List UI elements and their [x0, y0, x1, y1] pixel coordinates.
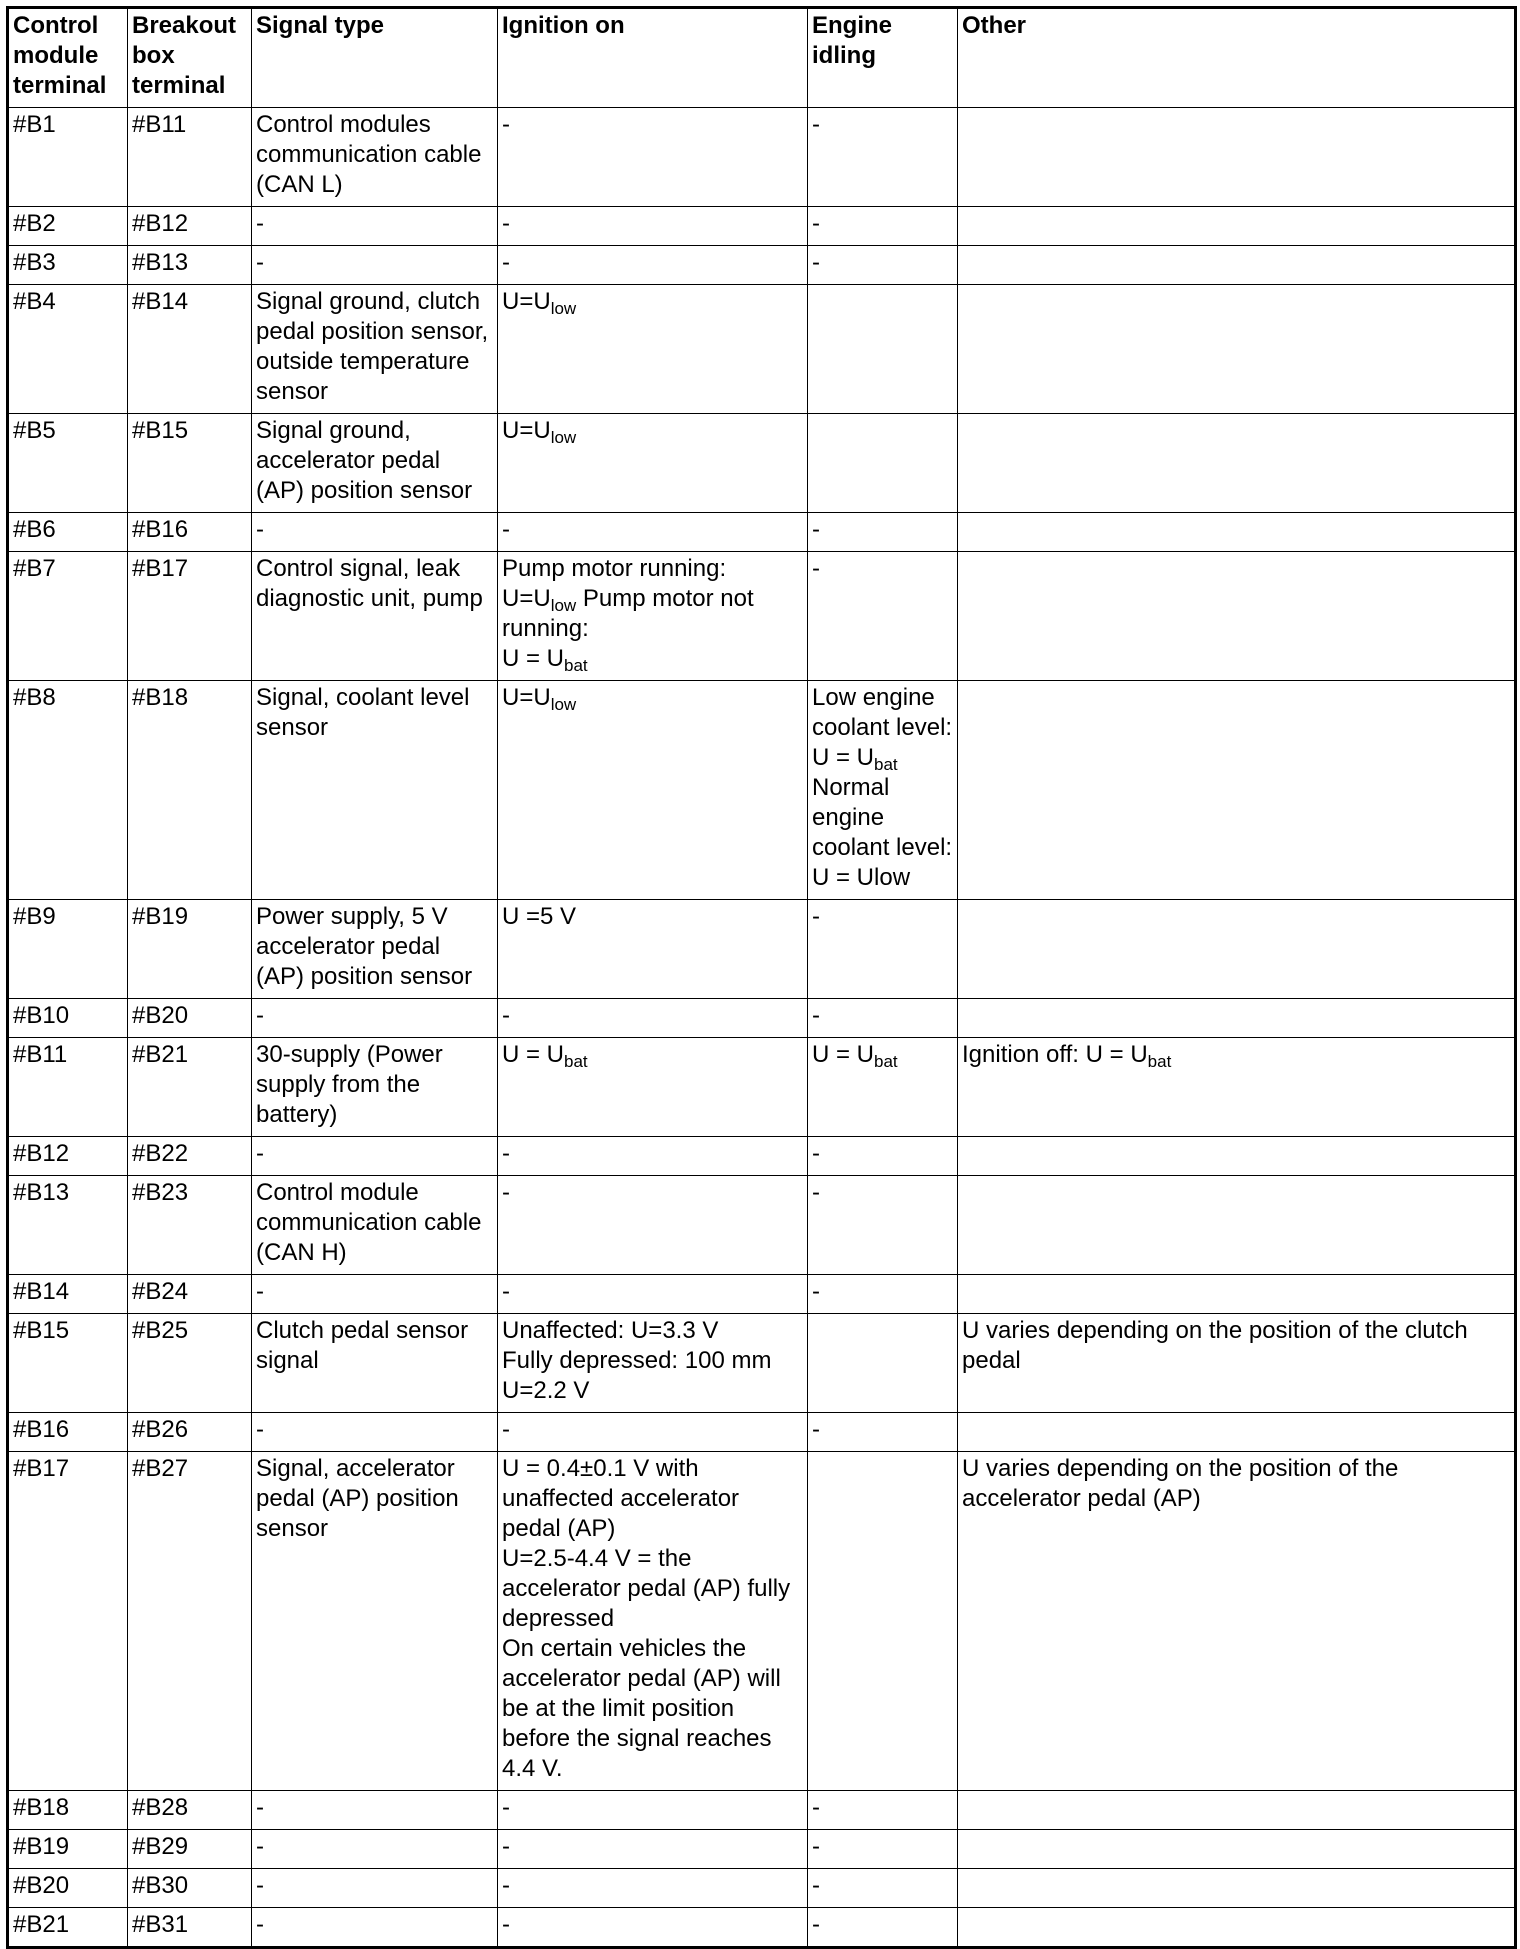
cell-other: U varies depending on the position of the clutch pedal [958, 1314, 1516, 1413]
cell-ignition-on: $U=U_{low}$ [498, 681, 808, 900]
table-row [8, 108, 1516, 207]
table-row [8, 1869, 1516, 1908]
cell-engine-idling: - [808, 513, 958, 552]
cell-control-module-terminal: #B1 [8, 108, 128, 207]
cell-other [958, 1830, 1516, 1869]
table-header-row [8, 8, 1516, 108]
cell-breakout-box-terminal: #B15 [128, 414, 252, 513]
cell-engine-idling: Low engine coolant level: $U = U_{bat}$ Normal engine coolant level: U = Ulow [808, 681, 958, 900]
cell-engine-idling: - [808, 1908, 958, 1948]
cell-signal-type: Control signal, leak diagnostic unit, pump [252, 552, 498, 681]
table-row [8, 1137, 1516, 1176]
cell-signal-type: Control modules communication cable (CAN L) [252, 108, 498, 207]
cell-breakout-box-terminal: #B19 [128, 900, 252, 999]
cell-control-module-terminal: #B20 [8, 1869, 128, 1908]
cell-engine-idling: - [808, 900, 958, 999]
cell-other [958, 1275, 1516, 1314]
header-control-module-terminal: Control module terminal [8, 8, 128, 108]
cell-engine-idling [808, 1314, 958, 1413]
cell-ignition-on: $U=U_{low}$ [498, 285, 808, 414]
cell-ignition-on: U = 0.4±0.1 V with unaffected accelerator pedal (AP) U=2.5-4.4 V = the accelerator pedal (AP) fully depressed On certain vehicles the accelerator pedal (AP) will be at the limit position before the signal reaches 4.4 V. [498, 1452, 808, 1791]
cell-control-module-terminal: #B2 [8, 207, 128, 246]
cell-ignition-on: - [498, 1791, 808, 1830]
table-body [8, 108, 1516, 1948]
cell-ignition-on: $U=U_{low}$ [498, 414, 808, 513]
cell-control-module-terminal: #B21 [8, 1908, 128, 1948]
table-row [8, 552, 1516, 681]
cell-other: Ignition off: $U = U_{bat}$ [958, 1038, 1516, 1137]
cell-other [958, 108, 1516, 207]
table-row [8, 414, 1516, 513]
cell-control-module-terminal: #B15 [8, 1314, 128, 1413]
cell-engine-idling: - [808, 1869, 958, 1908]
cell-ignition-on: U =5 V [498, 900, 808, 999]
cell-breakout-box-terminal: #B17 [128, 552, 252, 681]
cell-signal-type: Power supply, 5 V accelerator pedal (AP) position sensor [252, 900, 498, 999]
cell-engine-idling [808, 1452, 958, 1791]
table-row [8, 1038, 1516, 1137]
cell-other [958, 900, 1516, 999]
table-row [8, 207, 1516, 246]
cell-ignition-on: - [498, 999, 808, 1038]
cell-breakout-box-terminal: #B25 [128, 1314, 252, 1413]
cell-other [958, 681, 1516, 900]
cell-signal-type: - [252, 207, 498, 246]
table-row [8, 1908, 1516, 1948]
cell-control-module-terminal: #B11 [8, 1038, 128, 1137]
cell-breakout-box-terminal: #B22 [128, 1137, 252, 1176]
header-ignition-on: Ignition on [498, 8, 808, 108]
cell-breakout-box-terminal: #B20 [128, 999, 252, 1038]
cell-engine-idling: - [808, 1275, 958, 1314]
cell-other [958, 1791, 1516, 1830]
cell-breakout-box-terminal: #B27 [128, 1452, 252, 1791]
cell-signal-type: - [252, 1830, 498, 1869]
cell-breakout-box-terminal: #B29 [128, 1830, 252, 1869]
cell-control-module-terminal: #B14 [8, 1275, 128, 1314]
header-engine-idling: Engine idling [808, 8, 958, 108]
cell-ignition-on: - [498, 1176, 808, 1275]
cell-other [958, 207, 1516, 246]
table-row [8, 1413, 1516, 1452]
cell-other [958, 414, 1516, 513]
cell-signal-type: Control module communication cable (CAN H) [252, 1176, 498, 1275]
cell-signal-type: - [252, 1137, 498, 1176]
cell-control-module-terminal: #B7 [8, 552, 128, 681]
cell-other [958, 999, 1516, 1038]
cell-ignition-on: - [498, 1908, 808, 1948]
cell-ignition-on: - [498, 108, 808, 207]
cell-signal-type: - [252, 1275, 498, 1314]
cell-breakout-box-terminal: #B28 [128, 1791, 252, 1830]
cell-signal-type: Signal ground, accelerator pedal (AP) position sensor [252, 414, 498, 513]
cell-breakout-box-terminal: #B23 [128, 1176, 252, 1275]
table-row [8, 246, 1516, 285]
cell-engine-idling: - [808, 1137, 958, 1176]
cell-other: U varies depending on the position of the accelerator pedal (AP) [958, 1452, 1516, 1791]
table-row [8, 1314, 1516, 1413]
cell-engine-idling [808, 285, 958, 414]
cell-signal-type: - [252, 1791, 498, 1830]
cell-other [958, 285, 1516, 414]
cell-ignition-on: - [498, 1869, 808, 1908]
cell-control-module-terminal: #B5 [8, 414, 128, 513]
cell-other [958, 1137, 1516, 1176]
cell-engine-idling: - [808, 1176, 958, 1275]
table-row [8, 285, 1516, 414]
cell-breakout-box-terminal: #B16 [128, 513, 252, 552]
cell-engine-idling: - [808, 999, 958, 1038]
cell-other [958, 1908, 1516, 1948]
cell-other [958, 1413, 1516, 1452]
cell-breakout-box-terminal: #B11 [128, 108, 252, 207]
cell-engine-idling: - [808, 1830, 958, 1869]
cell-control-module-terminal: #B17 [8, 1452, 128, 1791]
cell-breakout-box-terminal: #B13 [128, 246, 252, 285]
cell-breakout-box-terminal: #B24 [128, 1275, 252, 1314]
cell-other [958, 513, 1516, 552]
cell-control-module-terminal: #B19 [8, 1830, 128, 1869]
header-other: Other [958, 8, 1516, 108]
cell-control-module-terminal: #B13 [8, 1176, 128, 1275]
table-row [8, 999, 1516, 1038]
cell-control-module-terminal: #B6 [8, 513, 128, 552]
cell-other [958, 1869, 1516, 1908]
cell-breakout-box-terminal: #B31 [128, 1908, 252, 1948]
cell-engine-idling: - [808, 552, 958, 681]
cell-signal-type: - [252, 246, 498, 285]
cell-control-module-terminal: #B9 [8, 900, 128, 999]
table-row [8, 1275, 1516, 1314]
cell-engine-idling: - [808, 1413, 958, 1452]
cell-signal-type: 30-supply (Power supply from the battery) [252, 1038, 498, 1137]
cell-signal-type: Clutch pedal sensor signal [252, 1314, 498, 1413]
cell-control-module-terminal: #B4 [8, 285, 128, 414]
terminal-voltage-table [6, 6, 1517, 1949]
cell-control-module-terminal: #B8 [8, 681, 128, 900]
cell-ignition-on: Pump motor running: $U=U_{low}$ Pump motor not running: $U = U_{bat}$ [498, 552, 808, 681]
cell-other [958, 246, 1516, 285]
table-row [8, 681, 1516, 900]
cell-ignition-on: - [498, 1413, 808, 1452]
cell-breakout-box-terminal: #B12 [128, 207, 252, 246]
header-breakout-box-terminal: Breakout box terminal [128, 8, 252, 108]
cell-signal-type: Signal, accelerator pedal (AP) position sensor [252, 1452, 498, 1791]
cell-other [958, 1176, 1516, 1275]
cell-breakout-box-terminal: #B21 [128, 1038, 252, 1137]
cell-ignition-on: $U = U_{bat}$ [498, 1038, 808, 1137]
cell-ignition-on: - [498, 513, 808, 552]
cell-engine-idling [808, 414, 958, 513]
table-row [8, 1176, 1516, 1275]
cell-breakout-box-terminal: #B14 [128, 285, 252, 414]
cell-ignition-on: - [498, 1275, 808, 1314]
cell-signal-type: - [252, 1413, 498, 1452]
cell-signal-type: - [252, 999, 498, 1038]
cell-control-module-terminal: #B10 [8, 999, 128, 1038]
cell-signal-type: Signal ground, clutch pedal position sensor, outside temperature sensor [252, 285, 498, 414]
table-row [8, 900, 1516, 999]
cell-engine-idling: - [808, 1791, 958, 1830]
cell-breakout-box-terminal: #B26 [128, 1413, 252, 1452]
cell-control-module-terminal: #B16 [8, 1413, 128, 1452]
table-row [8, 1791, 1516, 1830]
cell-breakout-box-terminal: #B18 [128, 681, 252, 900]
cell-ignition-on: - [498, 1830, 808, 1869]
cell-signal-type: Signal, coolant level sensor [252, 681, 498, 900]
table-row [8, 1452, 1516, 1791]
cell-engine-idling: - [808, 207, 958, 246]
cell-ignition-on: - [498, 207, 808, 246]
cell-control-module-terminal: #B3 [8, 246, 128, 285]
cell-ignition-on: - [498, 1137, 808, 1176]
cell-signal-type: - [252, 1908, 498, 1948]
cell-control-module-terminal: #B18 [8, 1791, 128, 1830]
cell-ignition-on: Unaffected: U=3.3 V Fully depressed: 100 mm U=2.2 V [498, 1314, 808, 1413]
cell-other [958, 552, 1516, 681]
cell-control-module-terminal: #B12 [8, 1137, 128, 1176]
cell-breakout-box-terminal: #B30 [128, 1869, 252, 1908]
cell-ignition-on: - [498, 246, 808, 285]
cell-signal-type: - [252, 513, 498, 552]
cell-engine-idling: - [808, 108, 958, 207]
cell-signal-type: - [252, 1869, 498, 1908]
header-signal-type: Signal type [252, 8, 498, 108]
cell-engine-idling: - [808, 246, 958, 285]
cell-engine-idling: $U = U_{bat}$ [808, 1038, 958, 1137]
table-row [8, 513, 1516, 552]
table-row [8, 1830, 1516, 1869]
